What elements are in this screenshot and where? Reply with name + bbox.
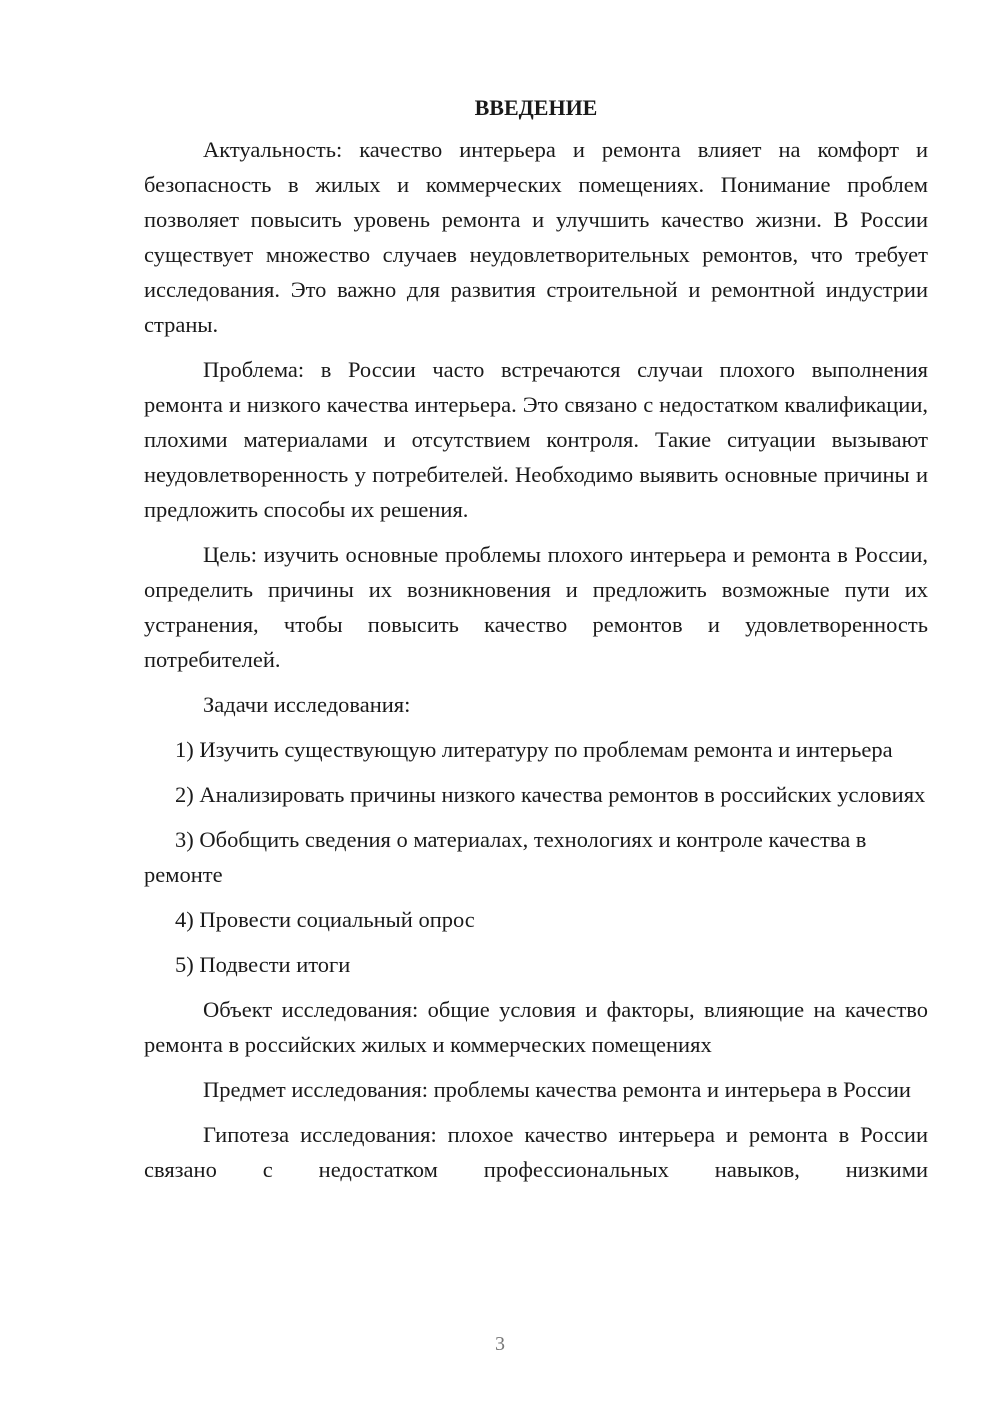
task-item-5: 5) Подвести итоги <box>175 952 351 977</box>
task-item-3: 3) Обобщить сведения о материалах, технологиях и контроле качества в ремонте <box>144 827 867 887</box>
page-number: 3 <box>495 1333 505 1355</box>
paragraph-problem: Проблема: в России часто встречаются случаи плохого выполнения ремонта и низкого качества интерьера. Это связано с недостатком квалификации, плохими материалами и отсутствием контроля. Такие ситуации вызывают неудовлетворенность у потребителей. Необходимо выявить основные причины и предложить способы их решения. <box>144 357 928 522</box>
paragraph-hypothesis: Гипотеза исследования: плохое качество интерьера и ремонта в России связано с недостатком профессиональных навыков, низкими <box>144 1122 928 1182</box>
task-item-4: 4) Провести социальный опрос <box>175 907 475 932</box>
task-item-1: 1) Изучить существующую литературу по проблемам ремонта и интерьера <box>175 737 893 762</box>
paragraph-object: Объект исследования: общие условия и факторы, влияющие на качество ремонта в российских жилых и коммерческих помещениях <box>144 997 928 1057</box>
tasks-heading: Задачи исследования: <box>203 692 411 717</box>
paragraph-subject: Предмет исследования: проблемы качества ремонта и интерьера в России <box>203 1077 911 1102</box>
document-page <box>144 92 928 1197</box>
paragraph-goal: Цель: изучить основные проблемы плохого интерьера и ремонта в России, определить причины их возникновения и предложить возможные пути их устранения, чтобы повысить качество ремонтов и удовлетворенность потребителей. <box>144 542 928 672</box>
section-title: ВВЕДЕНИЕ <box>474 95 598 120</box>
task-item-2: 2) Анализировать причины низкого качества ремонтов в российских условиях <box>175 782 926 807</box>
paragraph-relevance: Актуальность: качество интерьера и ремонта влияет на комфорт и безопасность в жилых и коммерческих помещениях. Понимание проблем позволяет повысить уровень ремонта и улучшить качество жизни. В России существует множество случаев неудовлетворительных ремонтов, что требует исследования. Это важно для развития строительной и ремонтной индустрии страны. <box>144 137 928 337</box>
